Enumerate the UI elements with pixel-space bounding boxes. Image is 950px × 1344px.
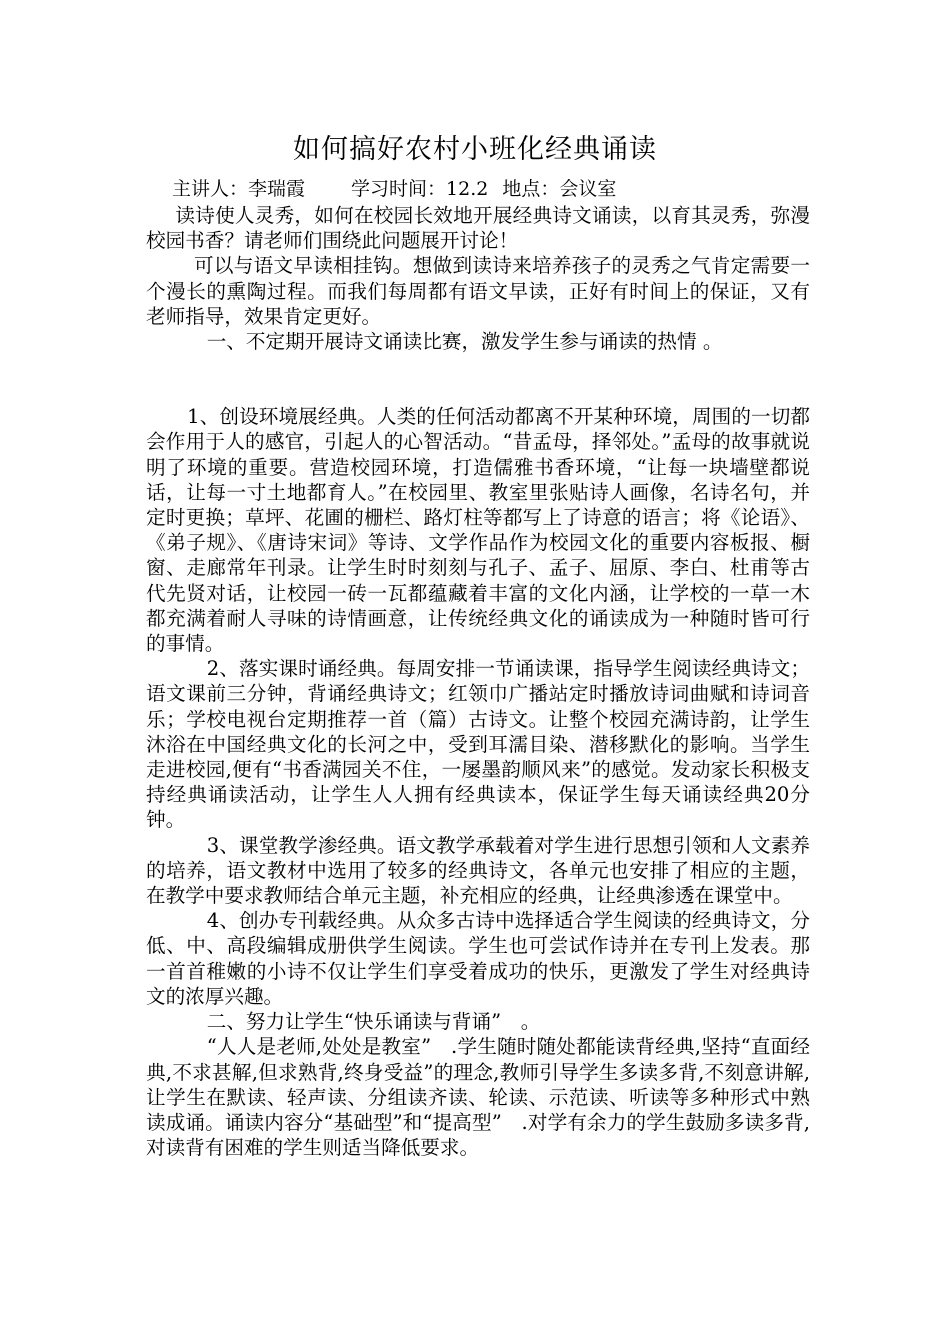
meta-speaker: 主讲人：李瑞霞 [172,178,306,200]
section-heading-2: 二、努力让学生“快乐诵读与背诵” 。 [206,1010,541,1034]
document-meta [172,176,616,202]
paragraph-suggestion: 可以与语文早读相挂钩。想做到读诗来培养孩子的灵秀之气肯定需要一个漫长的熏陶过程。而我们每周都有语文早读，正好有时间上的保证，又有老师指导，效果肯定更好。 [146,254,810,328]
paragraph-item-4: 4、创办专刊载经典。从众多古诗中选择适合学生阅读的经典诗文，分低、中、高段编辑成册供学生阅读。学生也可尝试作诗并在专刊上发表。那一首首稚嫩的小诗不仅让学生们享受着成功的快乐，更激发了学生对经典诗文的浓厚兴趣。 [146,909,810,1008]
paragraph-section-2: “人人是老师,处处是教室” .学生随时随处都能读背经典,坚持“直面经典,不求甚解,但求熟背,终身受益”的理念,教师引导学生多读多背,不刻意讲解,让学生在默读、轻声读、分组读齐读、轮读、示范读、听读等多种形式中熟读成诵。诵读内容分“基础型”和“提高型” .对学有余力的学生鼓励多读多背,对读背有困难的学生则适当降低要求。 [146,1035,810,1160]
meta-time: 学习时间：12.2 [351,178,489,200]
paragraph-item-2: 2、落实课时诵经典。每周安排一节诵读课，指导学生阅读经典诗文；语文课前三分钟，背诵经典诗文；红领巾广播站定时播放诗词曲赋和诗词音乐；学校电视台定期推荐一首（篇）古诗文。让整个校园充满诗韵，让学生沐浴在中国经典文化的长河之中，受到耳濡目染、潜移默化的影响。当学生走进校园,便有“书香满园关不住，一屡墨韵顺风来”的感觉。发动家长积极支持经典诵读活动，让学生人人拥有经典读本，保证学生每天诵读经典20分钟。 [146,657,810,832]
document-body [146,203,810,1160]
paragraph-item-1: 1、创设环境展经典。人类的任何活动都离不开某种环境，周围的一切都会作用于人的感官，引起人的心智活动。“昔孟母，择邻处。”孟母的故事就说明了环境的重要。营造校园环境，打造儒雅书香环境，“让每一块墙壁都说话，让每一寸土地都育人。”在校园里、教室里张贴诗人画像，名诗名句，并定时更换；草坪、花圃的栅栏、路灯柱等都写上了诗意的语言；将《论语》、《弟子规》、《唐诗宋词》等诗、文学作品作为校园文化的重要内容板报、橱窗、走廊常年刊录。让学生时时刻刻与孔子、孟子、屈原、李白、杜甫等古代先贤对话，让校园一砖一瓦都蕴藏着丰富的文化内涵，让学校的一草一木都充满着耐人寻味的诗情画意，让传统经典文化的诵读成为一种随时皆可行的事情。 [146,405,810,656]
paragraph-intro: 读诗使人灵秀，如何在校园长效地开展经典诗文诵读，以育其灵秀，弥漫校园书香？请老师们围绕此问题展开讨论！ [146,204,810,253]
paragraph-item-3: 3、课堂教学渗经典。语文教学承载着对学生进行思想引领和人文素养的培养，语文教材中选用了较多的经典诗文，各单元也安排了相应的主题，在教学中要求教师结合单元主题，补充相应的经典，让经典渗透在课堂中。 [146,833,810,908]
section-heading-1: 一、不定期开展诗文诵读比赛，激发学生参与诵读的热情 。 [206,330,723,354]
blank-line [146,354,810,404]
meta-place: 地点：会议室 [502,178,617,200]
document-title: 如何搞好农村小班化经典诵读 [293,134,657,165]
